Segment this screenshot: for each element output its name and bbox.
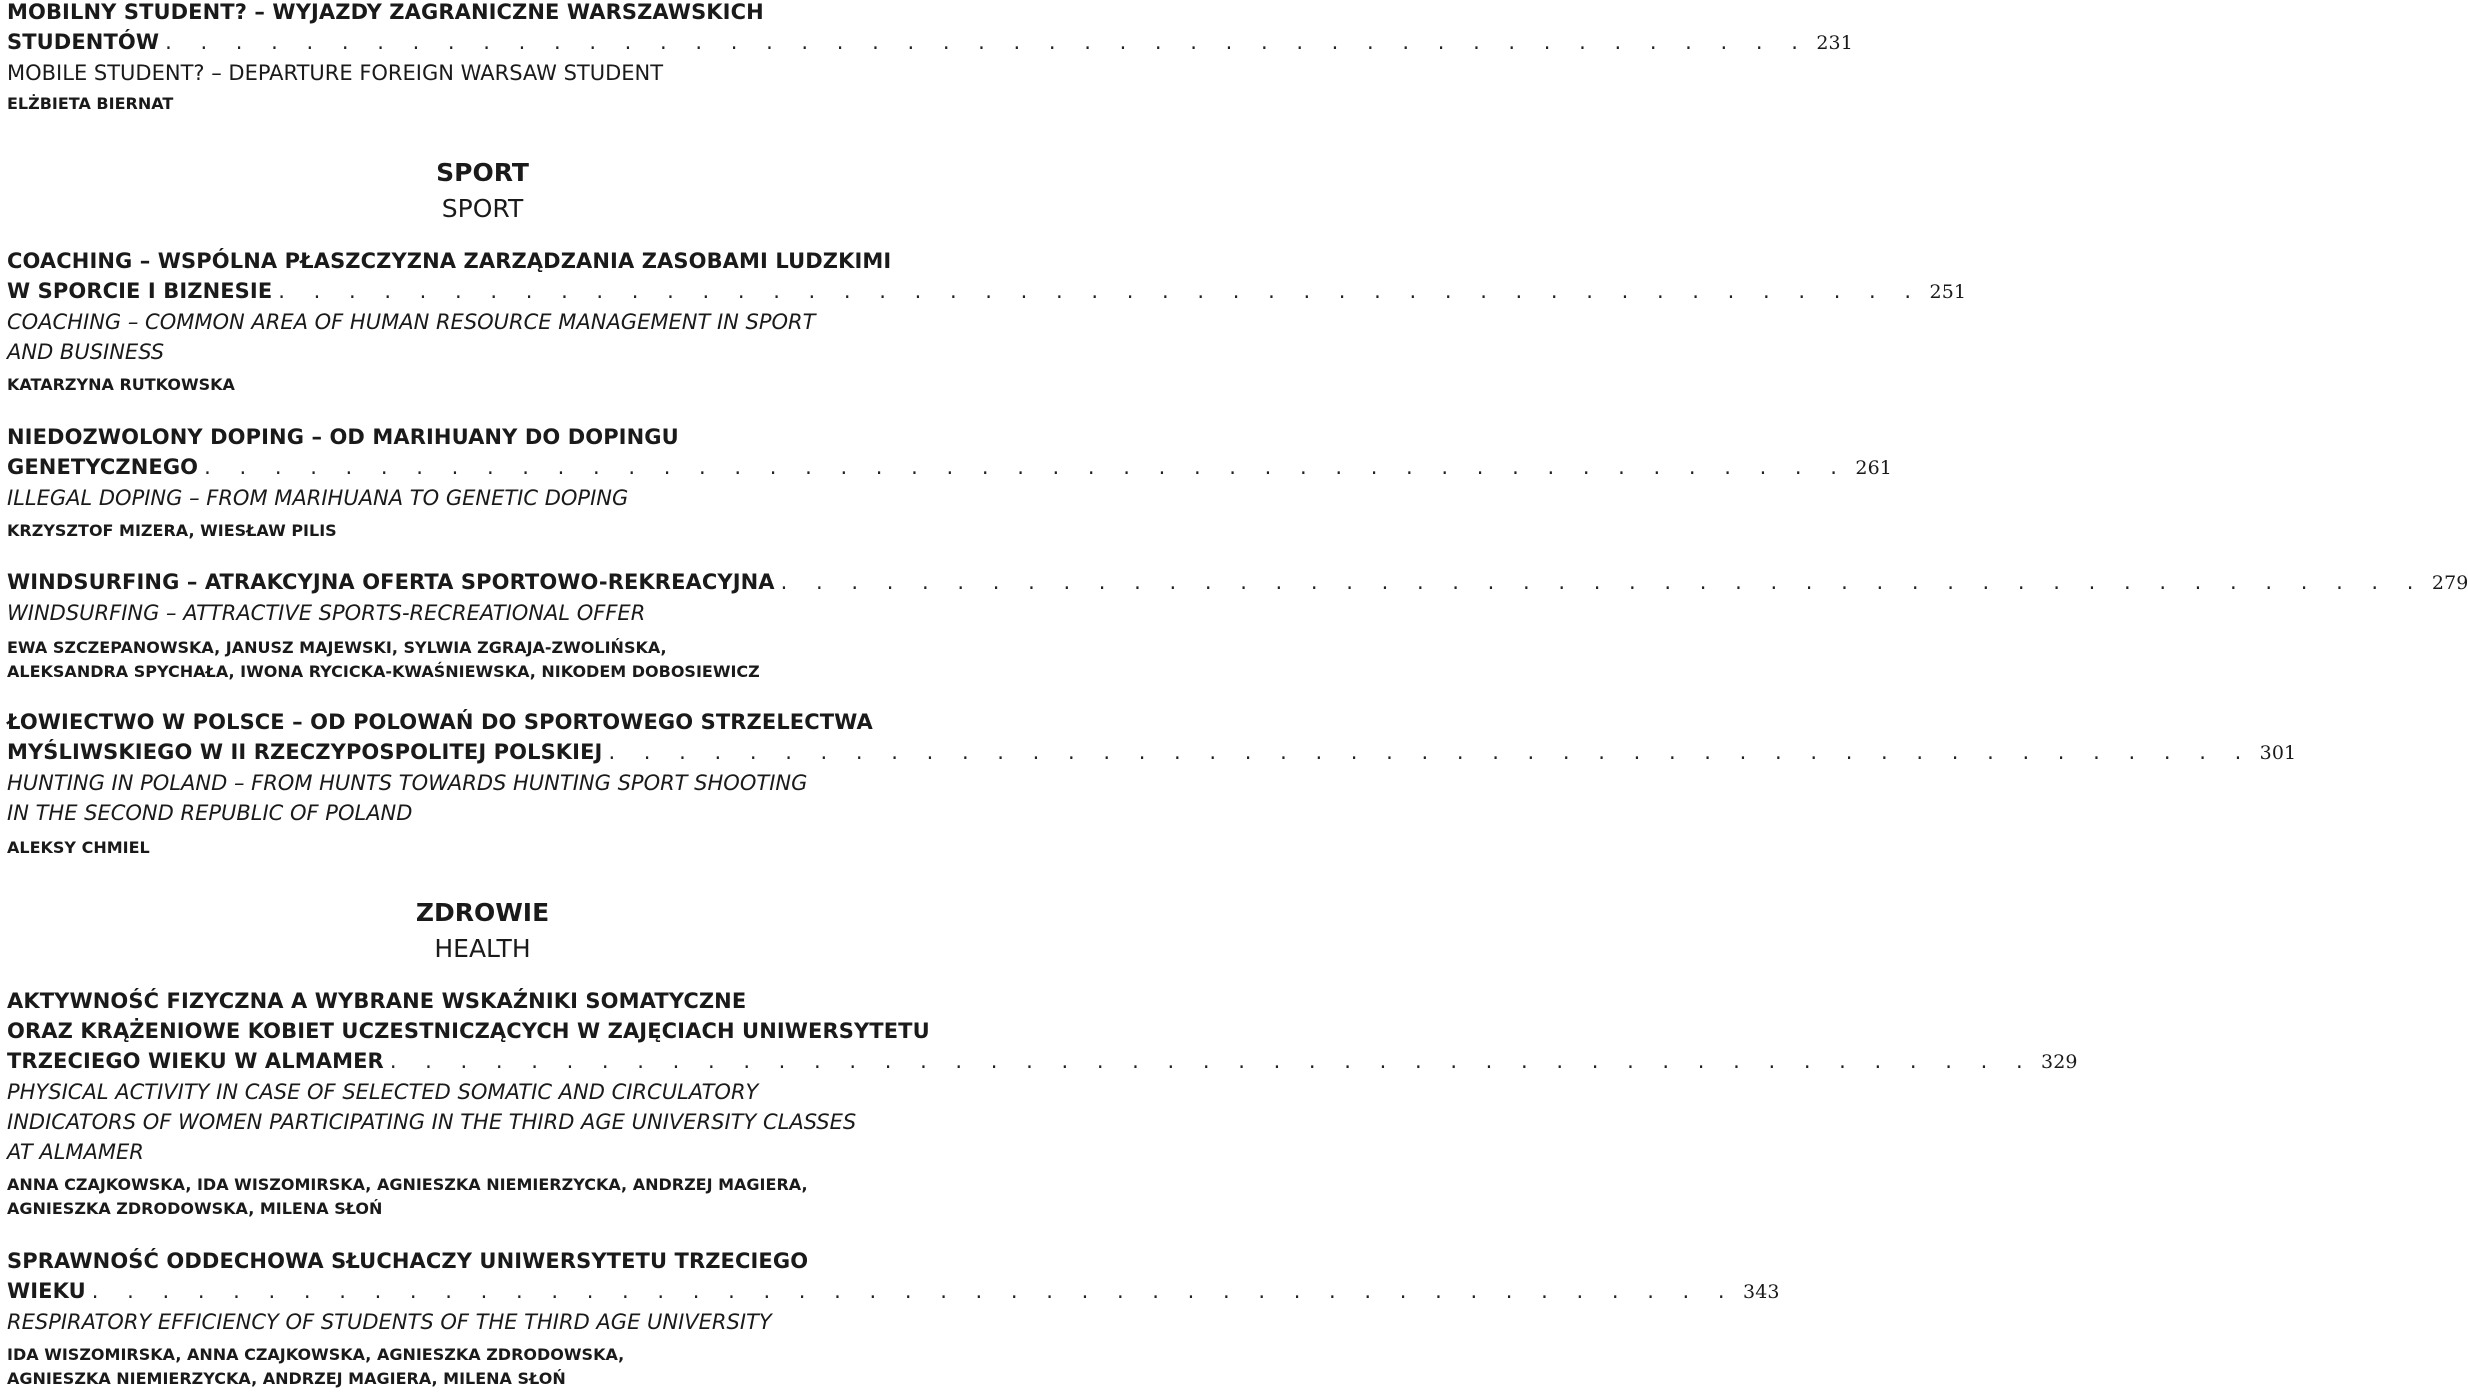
entry-authors: EWA SZCZEPANOWSKA, JANUSZ MAJEWSKI, SYLWIA ZGRAJA-ZWOLIŃSKA, [7, 638, 667, 657]
entry-english-title: ILLEGAL DOPING – FROM MARIHUANA TO GENETIC DOPING [7, 486, 629, 510]
toc-entry-doping [7, 422, 1892, 543]
entry-authors: IDA WISZOMIRSKA, ANNA CZAJKOWSKA, AGNIESZKA ZDRODOWSKA, [7, 1345, 625, 1364]
entry-english-title: WINDSURFING – ATTRACTIVE SPORTS-RECREATIONAL OFFER [7, 601, 646, 625]
entry-authors: ANNA CZAJKOWSKA, IDA WISZOMIRSKA, AGNIESZKA NIEMIERZYCKA, ANDRZEJ MAGIERA, [7, 1175, 808, 1194]
toc-entry-lowiectwo [7, 707, 2297, 860]
section-heading-sport [7, 155, 958, 227]
page-number: 231 [1816, 32, 1853, 54]
entry-title-text: STUDENTÓW [7, 30, 160, 54]
section-title-en: HEALTH [434, 934, 531, 963]
entry-title-last-line [7, 452, 1892, 483]
entry-title-last-line [7, 737, 2297, 768]
entry-title-last-line [7, 567, 2468, 598]
dot-leader: . . . . . . . . . . . . . . . . . . . . . . . . . . . . . . . . . . . . . . . . . . . . . . . [165, 30, 1809, 54]
dot-leader: . . . . . . . . . . . . . . . . . . . . . . . . . . . . . . . . . . . . . . . . . . . . . . . [389, 1049, 2034, 1073]
entry-title-line: AKTYWNOŚĆ FIZYCZNA A WYBRANE WSKAŹNIKI SOMATYCZNE [7, 989, 747, 1013]
toc-entry-windsurfing [7, 567, 2468, 684]
entry-authors: AGNIESZKA NIEMIERZYCKA, ANDRZEJ MAGIERA, MILENA SŁOŃ [7, 1369, 566, 1388]
toc-entry-aktywnosc [7, 986, 2078, 1221]
entry-authors: KATARZYNA RUTKOWSKA [7, 375, 235, 394]
entry-english-title: AT ALMAMER [7, 1140, 144, 1164]
entry-title-text: WINDSURFING – ATRAKCYJNA OFERTA SPORTOWO-REKREACYJNA [7, 570, 775, 594]
page-number: 279 [2431, 572, 2468, 594]
dot-leader: . . . . . . . . . . . . . . . . . . . . . . . . . . . . . . . . . . . . . . . . . . . . . . . [204, 455, 1848, 479]
page-number: 251 [1929, 281, 1967, 303]
dot-leader: . . . . . . . . . . . . . . . . . . . . . . . . . . . . . . . . . . . . . . . . . . . . . . . [608, 740, 2253, 764]
entry-title-line: MOBILNY STUDENT? – WYJAZDY ZAGRANICZNE WARSZAWSKICH [7, 0, 764, 24]
page-number: 329 [2041, 1051, 2078, 1073]
section-heading-zdrowie [7, 895, 958, 967]
entry-english-title: HUNTING IN POLAND – FROM HUNTS TOWARDS HUNTING SPORT SHOOTING [7, 771, 808, 795]
toc-entry-coaching [7, 246, 1967, 397]
entry-english-title: AND BUSINESS [7, 340, 165, 364]
entry-title-text: GENETYCZNEGO [7, 455, 199, 479]
entry-authors: AGNIESZKA ZDRODOWSKA, MILENA SŁOŃ [7, 1199, 383, 1218]
entry-english-title: PHYSICAL ACTIVITY IN CASE OF SELECTED SOMATIC AND CIRCULATORY [7, 1080, 759, 1104]
section-title-pl: ZDROWIE [415, 898, 550, 927]
page-number: 343 [1743, 1281, 1780, 1303]
entry-authors: ALEKSANDRA SPYCHAŁA, IWONA RYCICKA-KWAŚNIEWSKA, NIKODEM DOBOSIEWICZ [7, 662, 760, 681]
entry-authors: ELŻBIETA BIERNAT [7, 94, 174, 113]
dot-leader: . . . . . . . . . . . . . . . . . . . . . . . . . . . . . . . . . . . . . . . . . . . . . . . [278, 279, 1923, 303]
entry-authors: KRZYSZTOF MIZERA, WIESŁAW PILIS [7, 521, 337, 540]
entry-english-title: MOBILE STUDENT? – DEPARTURE FOREIGN WARSAW STUDENT [7, 61, 664, 85]
entry-authors: ALEKSY CHMIEL [7, 838, 150, 857]
entry-english-title: COACHING – COMMON AREA OF HUMAN RESOURCE MANAGEMENT IN SPORT [7, 310, 816, 334]
entry-title-last-line [7, 1046, 2078, 1077]
entry-title-line: ŁOWIECTWO W POLSCE – OD POLOWAŃ DO SPORTOWEGO STRZELECTWA [7, 710, 873, 734]
entry-title-last-line [7, 1276, 1780, 1307]
entry-title-text: WIEKU [7, 1279, 86, 1303]
page-number: 301 [2259, 742, 2297, 764]
entry-title-text: MYŚLIWSKIEGO W II RZECZYPOSPOLITEJ POLSKIEJ [7, 740, 603, 764]
entry-title-line: SPRAWNOŚĆ ODDECHOWA SŁUCHACZY UNIWERSYTETU TRZECIEGO [7, 1249, 809, 1273]
entry-title-line: COACHING – WSPÓLNA PŁASZCZYZNA ZARZĄDZANIA ZASOBAMI LUDZKIMI [7, 249, 892, 273]
entry-title-last-line [7, 276, 1967, 307]
entry-title-text: TRZECIEGO WIEKU W ALMAMER [7, 1049, 384, 1073]
toc-entry-mobilny-student [7, 0, 1853, 116]
section-title-pl: SPORT [436, 158, 529, 187]
entry-english-title: RESPIRATORY EFFICIENCY OF STUDENTS OF THE THIRD AGE UNIVERSITY [7, 1310, 772, 1334]
entry-title-text: W SPORCIE I BIZNESIE [7, 279, 273, 303]
entry-title-last-line [7, 27, 1853, 58]
section-title-en: SPORT [441, 194, 524, 223]
dot-leader: . . . . . . . . . . . . . . . . . . . . . . . . . . . . . . . . . . . . . . . . . . . . . . . [91, 1279, 1736, 1303]
entry-english-title: INDICATORS OF WOMEN PARTICIPATING IN THE THIRD AGE UNIVERSITY CLASSES [7, 1110, 857, 1134]
page-number: 261 [1855, 457, 1892, 479]
entry-english-title: IN THE SECOND REPUBLIC OF POLAND [7, 801, 413, 825]
entry-title-line: NIEDOZWOLONY DOPING – OD MARIHUANY DO DOPINGU [7, 425, 679, 449]
toc-entry-sprawnosc [7, 1246, 1780, 1391]
dot-leader: . . . . . . . . . . . . . . . . . . . . . . . . . . . . . . . . . . . . . . . . . . . . . . . [780, 570, 2425, 594]
entry-title-line: ORAZ KRĄŻENIOWE KOBIET UCZESTNICZĄCYCH W ZAJĘCIACH UNIWERSYTETU [7, 1019, 930, 1043]
